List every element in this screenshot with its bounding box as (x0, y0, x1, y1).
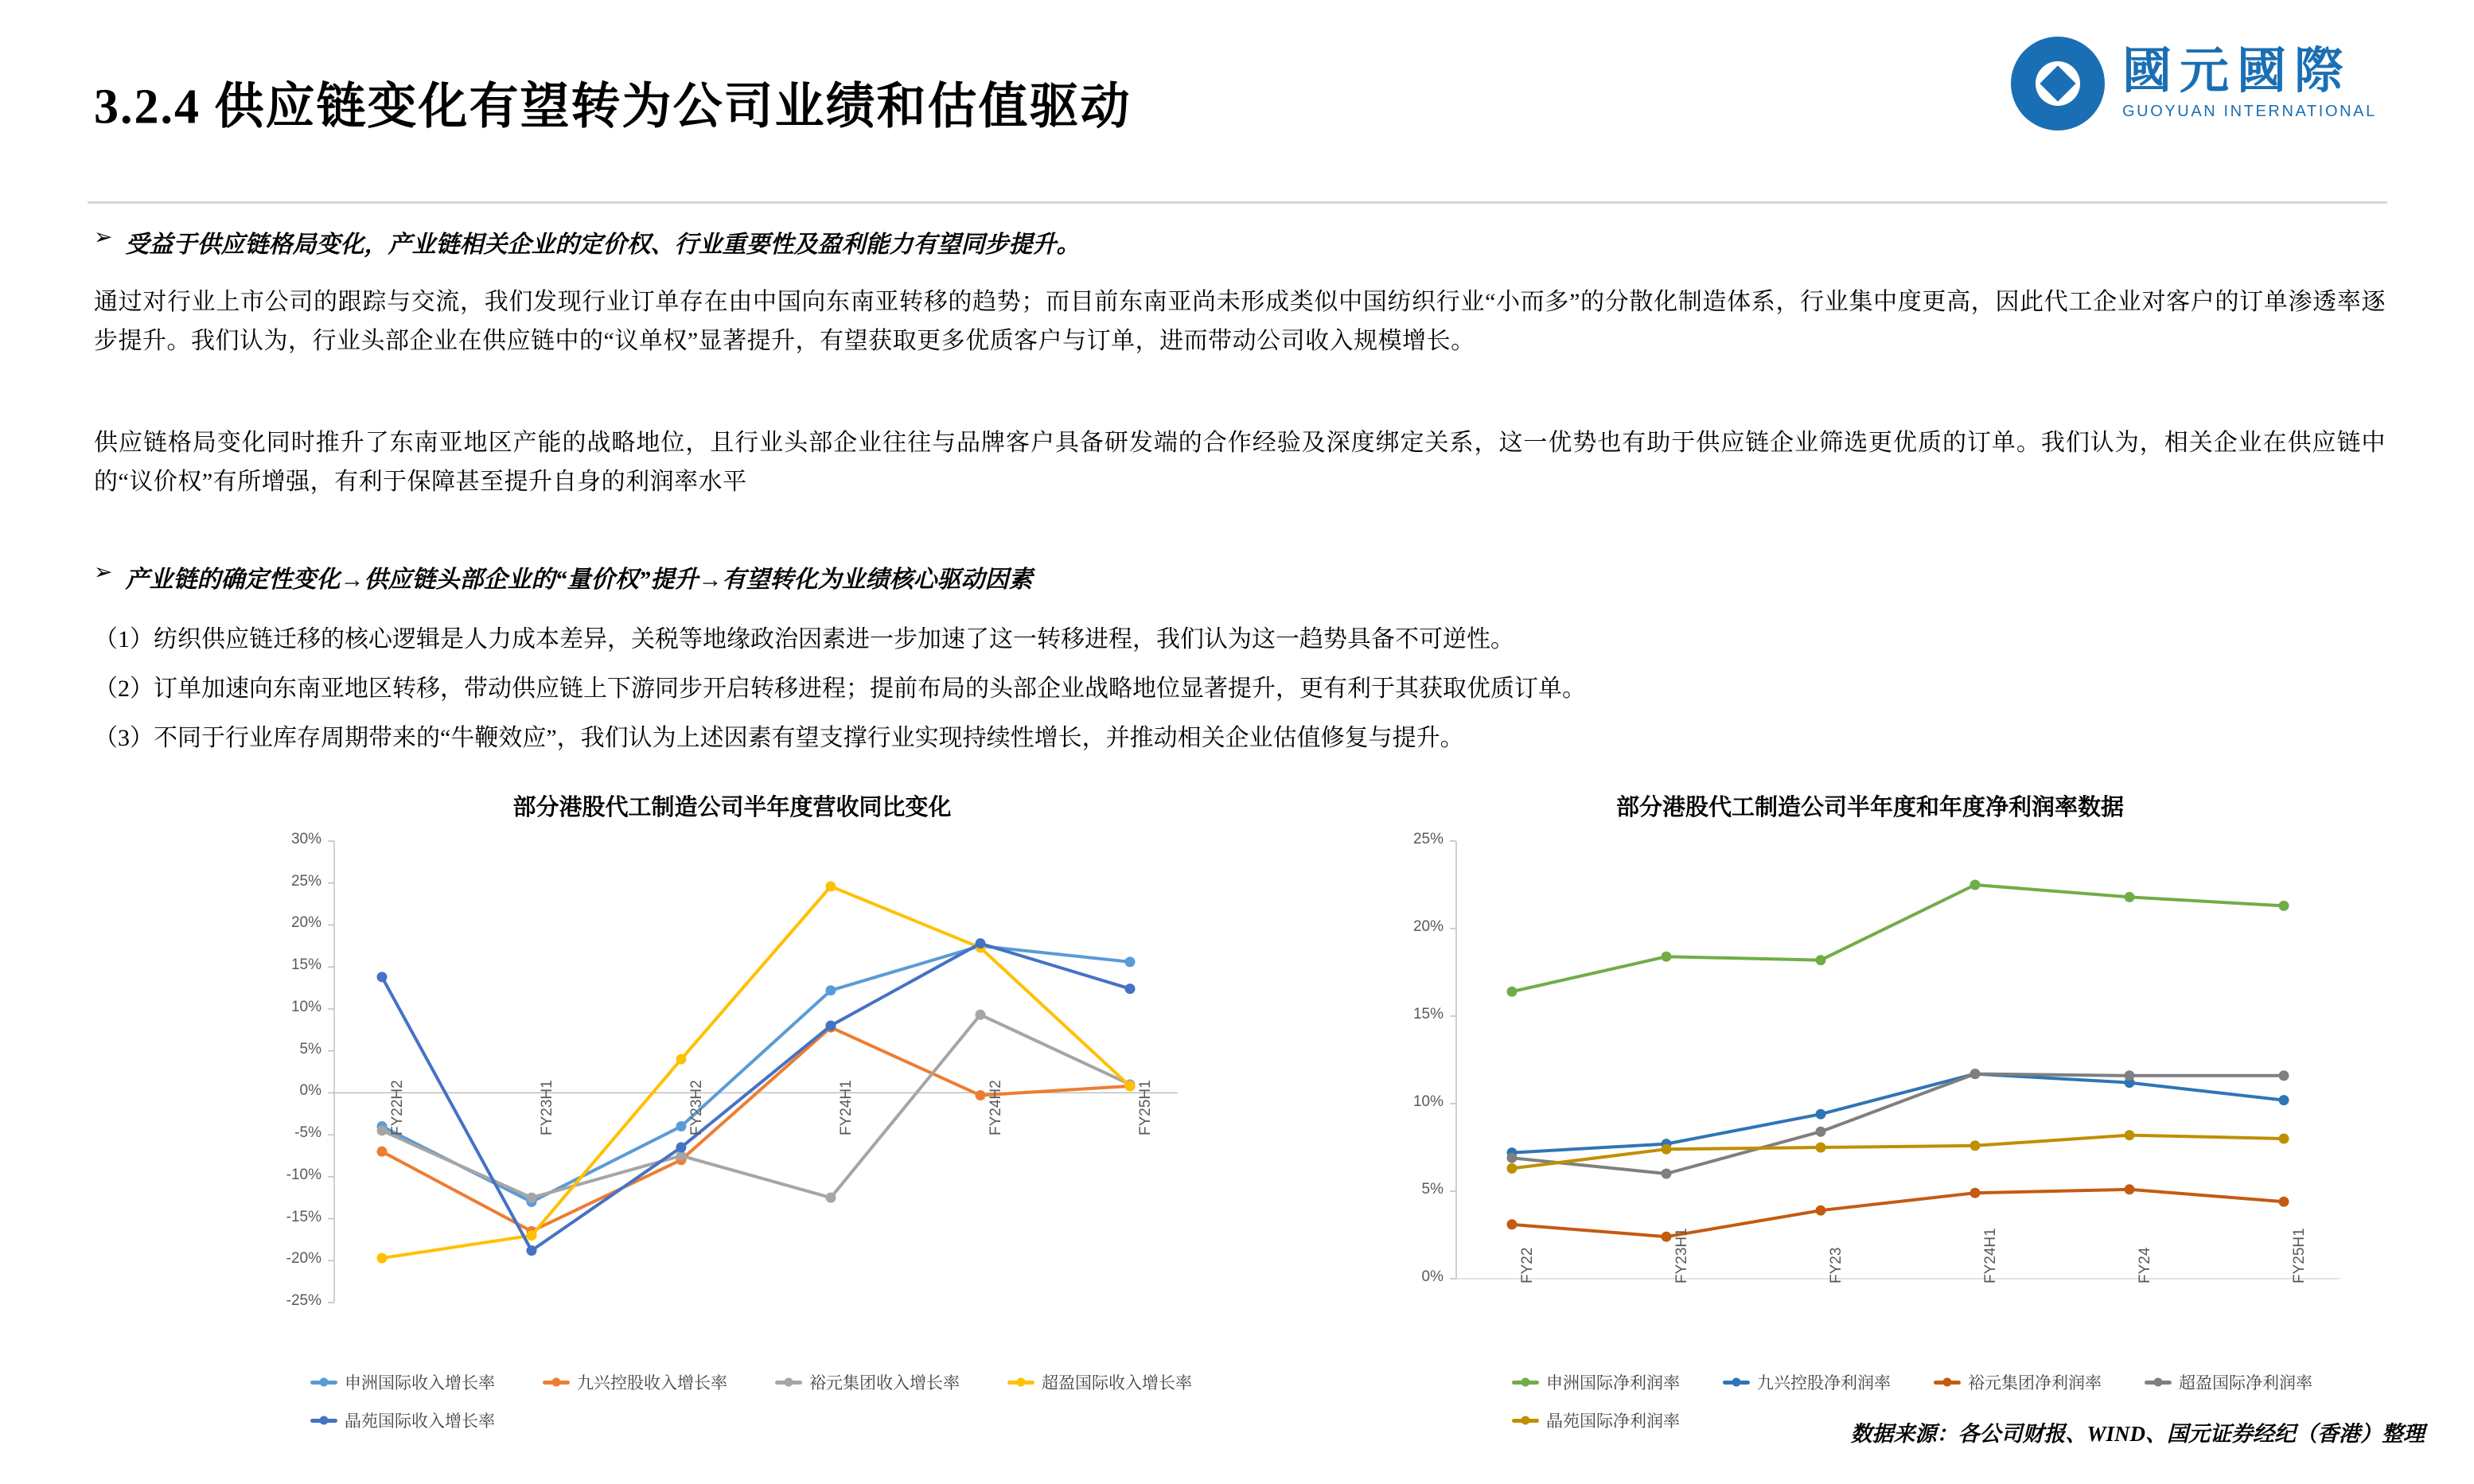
y-axis-tick-label: 25% (1412, 831, 1443, 847)
chart-data-point (2279, 901, 2289, 911)
legend-label: 超盈国际收入增长率 (1042, 1373, 1192, 1392)
bullet-point-2 (94, 559, 1032, 594)
x-axis-tick-label: FY22H2 (389, 1080, 406, 1135)
bullet-point-1 (94, 224, 1080, 259)
chart-series-line (382, 944, 1130, 1251)
y-axis-tick-label: 0% (1421, 1268, 1443, 1285)
chart-data-point (2279, 1134, 2289, 1144)
chart-data-point (377, 1125, 388, 1135)
logo-chinese-name: 國元國際 (2122, 44, 2352, 99)
legend-item[interactable] (1007, 1370, 1192, 1394)
chart-revenue-growth-legend (310, 1370, 1202, 1432)
list-item-3: （3）不同于行业库存周期带来的“牛鞭效应”，我们认为上述因素有望支撑行业实现持续性增长，并推动相关企业估值修复与提升。 (94, 725, 1464, 751)
y-axis-tick-label: -10% (286, 1166, 321, 1183)
y-axis-tick-label: 0% (299, 1082, 321, 1100)
chart-data-point (826, 881, 836, 891)
chart-data-point (1507, 987, 1518, 997)
x-axis-tick-label: FY24 (2137, 1247, 2153, 1283)
x-axis-tick-label: FY23H1 (539, 1080, 555, 1135)
chart-series-line (1512, 1074, 2284, 1174)
x-axis-tick-label: FY24H2 (988, 1080, 1004, 1135)
y-axis-tick-label: -20% (286, 1250, 321, 1268)
legend-swatch-icon (2145, 1381, 2172, 1385)
x-axis-tick-label: FY25H1 (2291, 1228, 2308, 1283)
page-title: 3.2.4 供应链变化有望转为公司业绩和估值驱动 (94, 80, 1132, 134)
chart-data-point (377, 1253, 388, 1264)
y-axis-tick-label: 25% (290, 872, 321, 890)
legend-label: 申洲国际净利润率 (1546, 1373, 1680, 1392)
y-axis-tick-label: 10% (290, 998, 321, 1015)
x-axis-tick-label: FY22 (1519, 1247, 1536, 1283)
legend-item[interactable] (543, 1370, 727, 1394)
legend-swatch-icon (1512, 1381, 1539, 1385)
arrow-icon: ➢ (94, 560, 113, 585)
list-item-2: （2）订单加速向东南亚地区转移，带动供应链上下游同步开启转移进程；提前布局的头部企业战略地位显著提升，更有利于其获取优质订单。 (94, 676, 1586, 702)
legend-item[interactable] (775, 1370, 960, 1394)
y-axis-tick-label: 5% (299, 1040, 321, 1057)
paragraph-2: 供应链格局变化同时推升了东南亚地区产能的战略地位，且行业头部企业往往与品牌客户具备研发端的合作经验及深度绑定关系，这一优势也有助于供应链企业筛选更优质的订单。我们认为，相关企业在供应链中的“议价权”有所增强，有利于保障甚至提升自身的利润率水平 (94, 430, 2386, 495)
chart-series-line (382, 1015, 1130, 1198)
chart-data-point (1816, 1127, 1826, 1137)
legend-item[interactable] (310, 1408, 495, 1432)
legend-item[interactable] (1512, 1370, 1680, 1394)
chart-data-point (826, 1193, 836, 1203)
chart-data-point (527, 1245, 537, 1256)
chart-series-line (1512, 1074, 2284, 1153)
chart-data-point (676, 1121, 687, 1132)
chart-net-margin-plot (1353, 833, 2387, 1334)
chart-svg (239, 833, 1225, 1334)
chart-data-point (1816, 1109, 1826, 1120)
chart-data-point (2125, 1130, 2135, 1140)
chart-data-point (1507, 1219, 1518, 1229)
chart-data-point (676, 1054, 687, 1065)
y-axis-tick-label: 20% (1412, 918, 1443, 935)
legend-swatch-icon (310, 1381, 337, 1385)
chart-data-point (826, 985, 836, 995)
chart-revenue-growth (239, 789, 1225, 1431)
y-axis-tick-label: 20% (290, 914, 321, 932)
logo-mark-icon (2011, 37, 2105, 130)
bullet-point-1-text: 受益于供应链格局变化，产业链相关企业的定价权、行业重要性及盈利能力有望同步提升。 (125, 232, 1081, 258)
chart-data-point (2279, 1095, 2289, 1105)
legend-label: 裕元集团收入增长率 (809, 1373, 960, 1392)
y-axis-tick-label: 15% (290, 956, 321, 974)
chart-data-point (1970, 1188, 1981, 1198)
chart-data-point (826, 1021, 836, 1031)
legend-swatch-icon (1934, 1381, 1961, 1385)
chart-data-point (2279, 1070, 2289, 1081)
y-axis-tick-label: 30% (290, 831, 321, 847)
chart-data-point (1970, 880, 1981, 890)
chart-net-margin-title: 部分港股代工制造公司半年度和年度净利润率数据 (1615, 795, 2124, 820)
x-axis-tick-label: FY23 (1828, 1247, 1845, 1283)
chart-data-point (1662, 952, 1672, 962)
logo-english-name: GUOYUAN INTERNATIONAL (2122, 103, 2377, 121)
legend-label: 晶苑国际净利润率 (1546, 1412, 1680, 1431)
chart-data-point (2125, 1070, 2135, 1081)
y-axis-tick-label: -25% (286, 1292, 321, 1309)
chart-data-point (1970, 1069, 1981, 1079)
y-axis-tick-label: 10% (1412, 1093, 1443, 1110)
chart-series-line (1512, 1190, 2284, 1237)
chart-data-point (1816, 955, 1826, 965)
chart-data-point (527, 1230, 537, 1241)
legend-swatch-icon (1512, 1419, 1539, 1423)
legend-item[interactable] (310, 1370, 495, 1394)
legend-swatch-icon (1007, 1381, 1034, 1385)
company-logo (2011, 32, 2425, 135)
bullet-point-2-text: 产业链的确定性变化→供应链头部企业的“量价权”提升→有望转化为业绩核心驱动因素 (125, 567, 1033, 593)
chart-data-point (2279, 1197, 2289, 1207)
chart-data-point (976, 938, 986, 948)
legend-label: 九兴控股收入增长率 (577, 1373, 727, 1392)
chart-data-point (1125, 1081, 1136, 1091)
chart-series-line (382, 886, 1130, 1258)
legend-swatch-icon (775, 1381, 802, 1385)
chart-data-point (1507, 1153, 1518, 1163)
chart-svg (1353, 833, 2387, 1334)
arrow-icon: ➢ (94, 225, 113, 250)
chart-data-point (1507, 1163, 1518, 1174)
y-axis-tick-label: -5% (294, 1124, 321, 1142)
legend-swatch-icon (1723, 1381, 1750, 1385)
legend-label: 晶苑国际收入增长率 (345, 1412, 495, 1431)
chart-data-point (976, 1090, 986, 1100)
y-axis-tick-label: 5% (1421, 1181, 1443, 1198)
source-note: 数据来源：各公司财报、WIND、国元证券经纪（香港）整理 (1850, 1422, 2425, 1446)
chart-net-margin (1353, 789, 2387, 1431)
logo-text (2122, 46, 2377, 121)
title-divider (88, 201, 2387, 204)
chart-data-point (1816, 1143, 1826, 1153)
legend-swatch-icon (543, 1381, 570, 1385)
legend-swatch-icon (310, 1419, 337, 1423)
legend-item[interactable] (1512, 1408, 1680, 1432)
y-axis-tick-label: 15% (1412, 1006, 1443, 1022)
legend-item[interactable] (1723, 1370, 1891, 1394)
legend-item[interactable] (2145, 1370, 2312, 1394)
legend-item[interactable] (1934, 1370, 2102, 1394)
y-axis-tick-label: -15% (286, 1208, 321, 1225)
legend-label: 申洲国际收入增长率 (345, 1373, 495, 1392)
x-axis-tick-label: FY25H1 (1137, 1080, 1154, 1135)
chart-data-point (1125, 983, 1136, 994)
chart-data-point (676, 1142, 687, 1152)
list-item-1: （1）纺织供应链迁移的核心逻辑是人力成本差异，关税等地缘政治因素进一步加速了这一转移进程，我们认为这一趋势具备不可逆性。 (94, 626, 1514, 652)
x-axis-tick-label: FY23H2 (688, 1080, 705, 1135)
chart-data-point (377, 1147, 388, 1157)
chart-revenue-growth-plot (239, 833, 1225, 1334)
x-axis-tick-label: FY23H1 (1673, 1228, 1690, 1283)
chart-data-point (1662, 1232, 1672, 1242)
legend-label: 九兴控股净利润率 (1757, 1373, 1891, 1392)
chart-data-point (1816, 1206, 1826, 1216)
legend-label: 裕元集团净利润率 (1968, 1373, 2102, 1392)
chart-data-point (527, 1193, 537, 1203)
chart-revenue-growth-title: 部分港股代工制造公司半年度营收同比变化 (512, 795, 952, 820)
chart-data-point (2125, 1184, 2135, 1194)
chart-data-point (377, 972, 388, 982)
paragraph-1: 通过对行业上市公司的跟踪与交流，我们发现行业订单存在由中国向东南亚转移的趋势；而目前东南亚尚未形成类似中国纺织行业“小而多”的分散化制造体系，行业集中度更高，因此代工企业对客户的订单渗透率逐步提升。我们认为，行业头部企业在供应链中的“议单权”显著提升，有望获取更多优质客户与订单，进而带动公司收入规模增长。 (94, 289, 2386, 354)
chart-data-point (976, 1010, 986, 1020)
legend-label: 超盈国际净利润率 (2179, 1373, 2312, 1392)
chart-data-point (2125, 892, 2135, 902)
chart-data-point (1970, 1140, 1981, 1151)
chart-series-line (1512, 1135, 2284, 1169)
chart-data-point (1662, 1144, 1672, 1155)
chart-data-point (1125, 956, 1136, 967)
chart-series-line (1512, 885, 2284, 991)
x-axis-tick-label: FY24H1 (838, 1080, 855, 1135)
x-axis-tick-label: FY24H1 (1982, 1228, 1999, 1283)
chart-data-point (1662, 1169, 1672, 1179)
